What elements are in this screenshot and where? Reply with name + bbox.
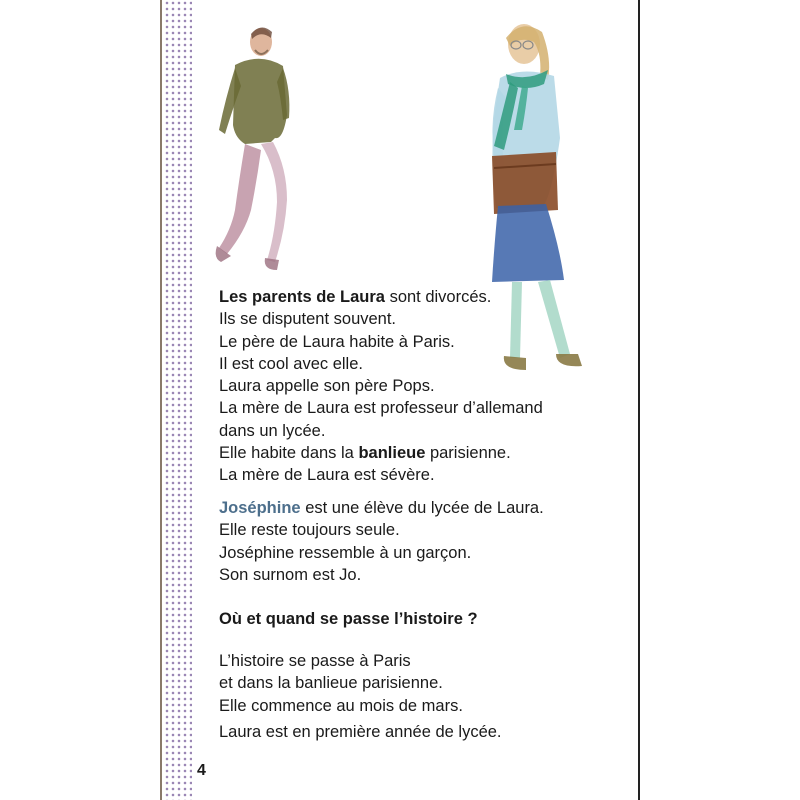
text-line: Laura est en première année de lycée. (219, 722, 502, 741)
text-line: Ils se disputent souvent. (219, 310, 397, 329)
decorative-dot-strip (164, 0, 192, 800)
text-span: est une élève du lycée de Laura. (300, 499, 544, 517)
text-line: dans un lycée. (219, 421, 326, 440)
text-line (219, 286, 543, 308)
page-right-edge (638, 0, 640, 800)
page-number: 4 (197, 762, 206, 779)
josephine-name: Joséphine (219, 499, 301, 517)
text-line: et dans la banlieue parisienne. (219, 674, 443, 693)
text-line (219, 497, 544, 519)
text-line: L’histoire se passe à Paris (219, 652, 411, 670)
text-line: Laura appelle son père Pops. (219, 377, 435, 396)
text-span: Elle habite dans la (219, 444, 359, 463)
text-line (219, 442, 543, 464)
text-line: Elle reste toujours seule. (219, 521, 400, 540)
text-line: La mère de Laura est professeur d’allemand (219, 399, 543, 418)
section-heading: Où et quand se passe l’histoire ? (219, 610, 478, 628)
parents-title: Les parents de Laura (219, 288, 385, 306)
keyword-banlieue: banlieue (358, 444, 426, 463)
text-line: Joséphine ressemble à un garçon. (219, 543, 472, 562)
text-span: sont divorcés. (384, 288, 492, 306)
text-line: La mère de Laura est sévère. (219, 466, 435, 485)
text-span: parisienne. (425, 444, 511, 463)
text-line: Le père de Laura habite à Paris. (219, 332, 455, 351)
father-illustration (205, 20, 300, 275)
where-when-paragraph (219, 650, 502, 743)
text-line: Il est cool avec elle. (219, 354, 363, 373)
josephine-paragraph (219, 497, 544, 586)
page-left-edge (160, 0, 162, 800)
parents-paragraph (219, 286, 543, 487)
text-line: Son surnom est Jo. (219, 565, 362, 584)
text-line: Elle commence au mois de mars. (219, 696, 463, 715)
